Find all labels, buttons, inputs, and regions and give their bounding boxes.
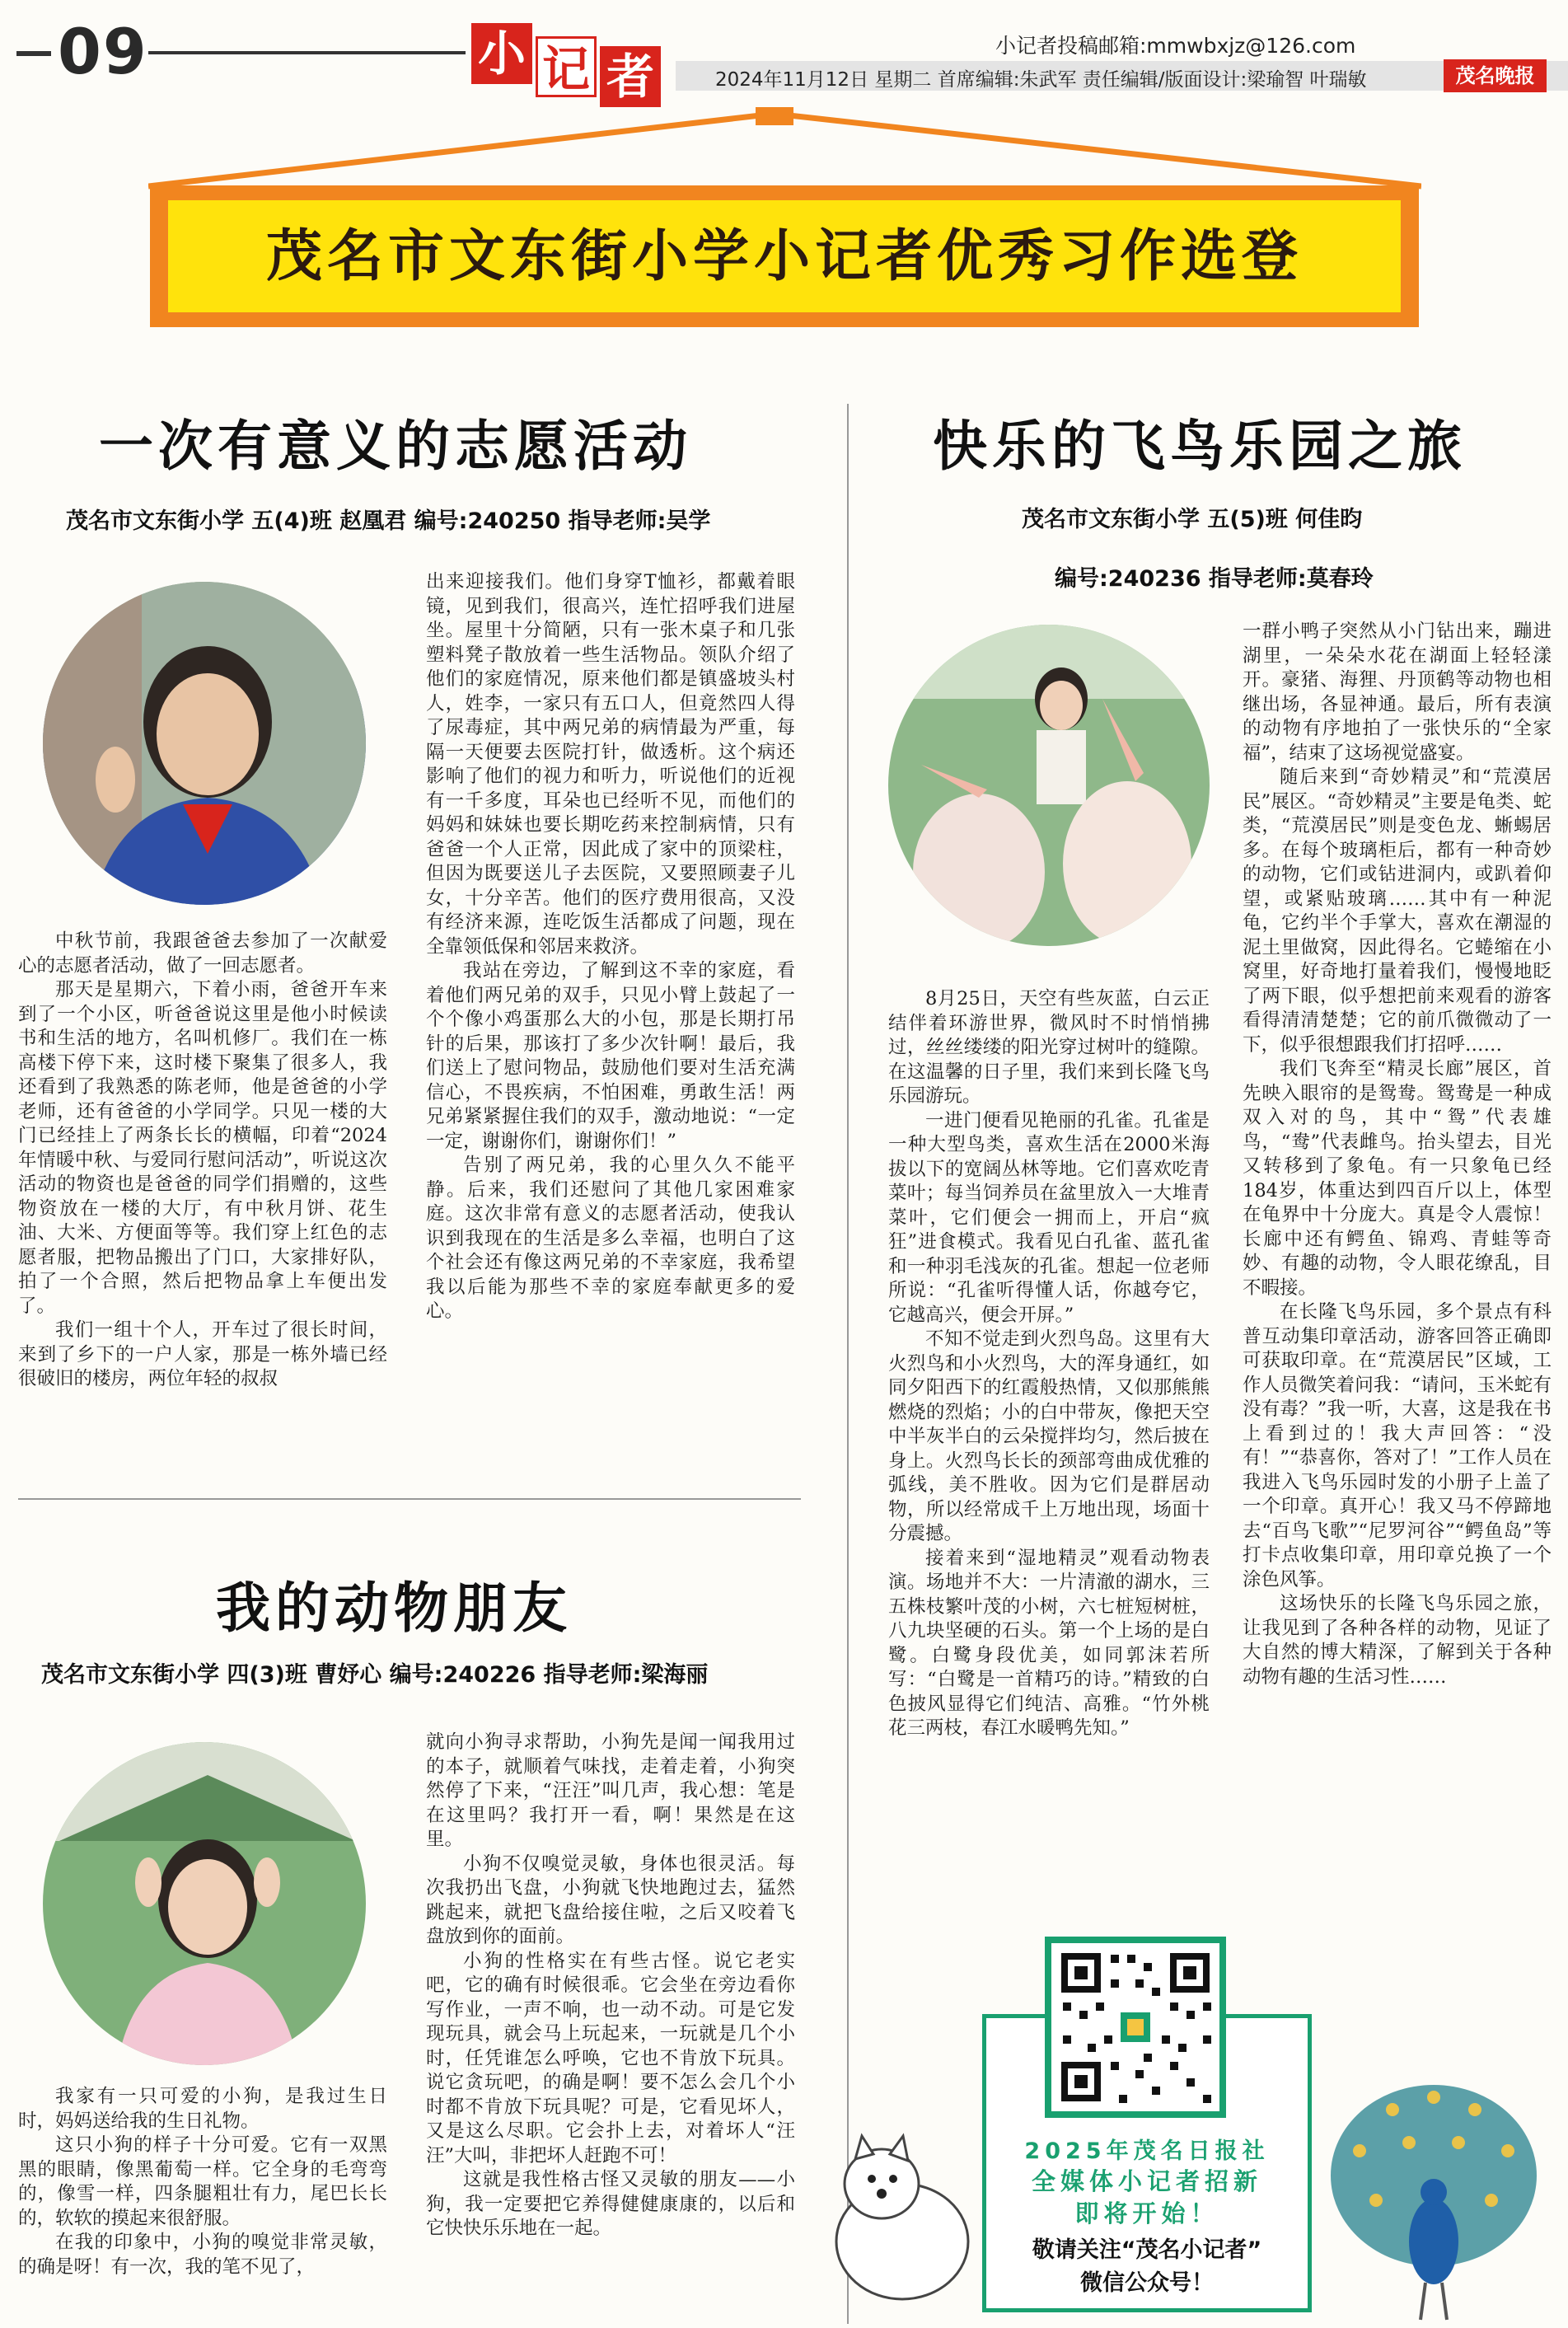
article1-byline: 茂名市文东街小学 五(4)班 赵凰君 编号:240250 指导老师:吴学	[66, 508, 711, 534]
paragraph: 接着来到“湿地精灵”观看动物表演。场地并不大：一片清澈的湖水，三五株枝繁叶茂的小树，六七桩短树桩，八九块坚硬的石头。第一个上场的是白鹭。白鹭身段优美，如同郭沫若所写：“白鹭是一首精巧的诗。”精致的白色披风显得它们纯洁、高雅。“竹外桃花三两枝，春江水暖鸭先知。”	[888, 1547, 1210, 1739]
paragraph: 这场快乐的长隆飞鸟乐园之旅，让我见到了各种各样的动物，见证了大自然的博大精深，了解到关于各种动物有趣的生活习性……	[1243, 1593, 1552, 1688]
article1-title: 一次有意义的志愿活动	[99, 415, 692, 478]
paragraph: 中秋节前，我跟爸爸去参加了一次献爱心的志愿者活动，做了一回志愿者。	[18, 930, 387, 977]
wechat-qr-code[interactable]	[1045, 1937, 1226, 2118]
paragraph: 我们飞奔至“精灵长廊”展区，首先映入眼帘的是鸳鸯。鸳鸯是一种成双入对的鸟，其中“鸳”代表雄鸟，“鸯”代表雌鸟。抬头望去，目光又转移到了象龟。有一只象龟已经184岁，体重达到四百斤以上，体型在龟界中十分庞大。真是令人震惊！长廊中还有鳄鱼、锦鸡、青蛙等奇妙、有趣的动物，令人眼花缭乱，目不暇接。	[1243, 1058, 1552, 1299]
paragraph: 随后来到“奇妙精灵”和“荒漠居民”展区。“奇妙精灵”主要是龟类、蛇类，“荒漠居民”则是变色龙、蜥蜴居多。在每个玻璃柜后，都有一种奇妙的动物，它们或钻进洞内，或趴着仰望，或紧贴玻璃……其中有一种泥龟，它约半个手掌大，喜欢在潮湿的泥土里做窝，因此得名。它蜷缩在小窝里，好奇地打量着我们，慢慢地眨了两下眼，似乎想把前来观看的游客看得清清楚楚；它的前爪微微动了一下，似乎很想跟我们打招呼……	[1243, 766, 1552, 1056]
article3-author-photo	[888, 625, 1210, 946]
promo-line-1: 2025年茂名日报社	[1024, 2138, 1270, 2164]
banner-title: 茂名市文东街小学小记者优秀习作选登	[265, 223, 1303, 289]
section-char-3: 者	[600, 46, 661, 107]
paragraph: 小狗的性格实在有些古怪。说它老实吧，它的确有时候很乖。它会坐在旁边看你写作业，一声不响，也一动不动。可是它发现玩具，就会马上玩起来，一玩就是几个小时，任凭谁怎么呼唤，它也不肯放下玩具。说它贪玩吧，的确是啊！要不怎么会几个小时都不肯放下玩具呢？可是，它看见坏人，又是这么尽职。它会扑上去，对着坏人“汪汪”大叫，非把坏人赶跑不可！	[426, 1950, 795, 2166]
paragraph: 一进门便看见艳丽的孔雀。孔雀是一种大型鸟类，喜欢生活在2000米海拔以下的宽阔丛林等地。它们喜欢吃青菜叶；每当饲养员在盆里放入一大堆青菜叶，它们便会一拥而上，开启“疯狂”进食模式。我看见白孔雀、蓝孔雀和一种羽毛浅灰的孔雀。想起一位老师所说：“孔雀听得懂人话，你越夸它，它越高兴，便会开屏。”	[888, 1109, 1210, 1326]
qr-code-icon	[1051, 1943, 1219, 2111]
article-divider	[18, 1498, 801, 1500]
column-divider	[847, 404, 849, 2324]
paragraph: 就向小狗寻求帮助，小狗先是闻一闻我用过的本子，就顺着气味找，走着走着，小狗突然停了下来，“汪汪”叫几声，我心想：笔是在这里吗？我打开一看，啊！果然是在这里。	[426, 1731, 795, 1850]
newspaper-logo: 茂名晚报	[1444, 59, 1547, 92]
article2-column-1	[18, 2085, 387, 2324]
portrait-girl-icon	[43, 1742, 366, 2065]
article2-author-photo	[43, 1742, 366, 2065]
article3-column-1	[888, 987, 1210, 1915]
paragraph: 告别了两兄弟，我的心里久久不能平静。后来，我们还慰问了其他几家困难家庭。这次非常有意义的志愿者活动，使我认识到我现在的生活是多么幸福，也明白了这个社会还有像这两兄弟的不幸家庭，我希望我以后能为那些不幸的家庭奉献更多的爱心。	[426, 1155, 795, 1322]
page-header	[0, 0, 1568, 115]
portrait-girl-icon	[43, 582, 366, 905]
paragraph: 我家有一只可爱的小狗，是我过生日时，妈妈送给我的生日礼物。	[18, 2086, 387, 2132]
page-number: 09	[58, 15, 148, 88]
article2-title: 我的动物朋友	[216, 1576, 572, 1640]
header-rule	[148, 51, 466, 54]
article1-column-2	[426, 570, 795, 1465]
submission-email[interactable]: 小记者投稿邮箱:mmwbxjz@126.com	[995, 34, 1356, 58]
article3-byline-1: 茂名市文东街小学 五(5)班 何佳昀	[1022, 507, 1363, 532]
promo-line-2: 全媒体小记者招新	[1031, 2167, 1262, 2195]
pelican-photo-icon	[888, 625, 1210, 946]
promo-line-3: 即将开始！	[1074, 2199, 1219, 2227]
promo-line-5: 微信公众号！	[1080, 2270, 1214, 2296]
article1-author-photo	[43, 582, 366, 905]
paragraph: 这就是我性格古怪又灵敏的朋友——小狗，我一定要把它养得健健康康的，以后和它快快乐乐地在一起。	[426, 2169, 795, 2239]
paragraph: 8月25日，天空有些灰蓝，白云正结伴着环游世界，微风时不时悄悄拂过，丝丝缕缕的阳光穿过树叶的缝隙。在这温馨的日子里，我们来到长隆飞鸟乐园游玩。	[888, 988, 1210, 1107]
paragraph: 我们一组十个人，开车过了很长时间，来到了乡下的一户人家，那是一栋外墙已经很破旧的楼房，两位年轻的叔叔	[18, 1319, 387, 1389]
paragraph: 小狗不仅嗅觉灵敏，身体也很灵活。每次我扔出飞盘，小狗就飞快地跑过去，猛然跳起来，就把飞盘给接住啦，之后又咬着飞盘放到你的面前。	[426, 1853, 795, 1947]
section-char-1: 小	[471, 23, 532, 84]
paragraph: 那天是星期六，下着小雨，爸爸开车来到了一个小区，听爸爸说这里是他小时候读书和生活的地方，名叫机修厂。我们在一栋高楼下停下来，这时楼下聚集了很多人，我还看到了我熟悉的陈老师，他是爸爸的小学老师，还有爸爸的小学同学。只见一楼的大门已经挂上了两条长长的横幅，印着“2024年情暖中秋、与爱同行慰问活动”，听说这次活动的物资也是爸爸的同学们捐赠的，这些物资放在一楼的大厅，有中秋月饼、花生油、大米、方便面等等。我们穿上红色的志愿者服，把物品搬出了门口，大家排好队，拍了一个合照，然后把物品拿上车便出发了。	[18, 979, 387, 1317]
dog-illustration-icon	[824, 2118, 981, 2316]
article3-byline-2: 编号:240236 指导老师:莫春玲	[1055, 566, 1374, 592]
paragraph: 出来迎接我们。他们身穿T恤衫，都戴着眼镜，见到我们，很高兴，连忙招呼我们进屋坐。屋里十分简陋，只有一张木桌子和几张塑料凳子散放着一些生活物品。领队介绍了他们的家庭情况，原来他们都是镇盛坡头村人，姓李，一家只有五口人，但竟然四人得了尿毒症，其中两兄弟的病情最为严重，每隔一天便要去医院打针，做透析。这个病还影响了他们的视力和听力，听说他们的近视有一千多度，耳朵也已经听不见，而他们的妈妈和妹妹也要长期吃药来控制病情，只有爸爸一个人正常，因此成了家中的顶梁柱，但因为既要送儿子去医院，又要照顾妻子儿女，十分辛苦。他们的医疗费用很高，又没有经济来源，连吃饭生活都成了问题，现在全靠领低保和邻居来救济。	[426, 571, 795, 958]
article3-title: 快乐的飞鸟乐园之旅	[933, 415, 1467, 478]
paragraph: 这只小狗的样子十分可爱。它有一双黑黑的眼睛，像黑葡萄一样。它全身的毛弯弯的，像雪一样，四条腿粗壮有力，尾巴长长的，软软的摸起来很舒服。	[18, 2134, 387, 2229]
promo-line-4: 敬请关注“茂名小记者”	[1032, 2237, 1262, 2263]
banner-connector	[148, 107, 1421, 190]
paragraph: 不知不觉走到火烈鸟岛。这里有大火烈鸟和小火烈鸟，大的浑身通红，如同夕阳西下的红霞般热情，又似那熊熊燃烧的烈焰；小的白中带灰，像把天空中半灰半白的云朵搅拌均匀，然后披在身上。火烈鸟长长的颈部弯曲成优雅的弧线，美不胜收。因为它们是群居动物，所以经常成千上万地出现，场面十分震撼。	[888, 1328, 1210, 1544]
article2-column-2	[426, 1731, 795, 2324]
paragraph: 在长隆飞鸟乐园，多个景点有科普互动集印章活动，游客回答正确即可获取印章。在“荒漠居民”区域，工作人员微笑着问我：“请问，玉米蛇有没有毒？”我一听，大喜，这是我在书上看到过的！我大声回答：“没有！”“恭喜你，答对了！”工作人员在我进入飞鸟乐园时发的小册子上盖了一个印章。真开心！我又马不停蹄地去“百鸟飞歌”“尼罗河谷”“鳄鱼岛”等打卡点收集印章，用印章兑换了一个涂色风筝。	[1243, 1301, 1552, 1590]
header-dash-left	[16, 51, 51, 56]
article3-column-2	[1243, 620, 1552, 1915]
peacock-illustration-icon	[1327, 2077, 1541, 2324]
article1-column-1	[18, 930, 387, 1465]
paragraph: 我站在旁边，了解到这不幸的家庭，看着他们两兄弟的双手，只见小臂上鼓起了一个个像小鸡蛋那么大的小包，那是长期打吊针的后果，那该打了多少次针啊！最后，我们送上了慰问物品，鼓励他们要对生活充满信心，不畏疾病，不怕困难，勇敢生活！两兄弟紧紧握住我们的双手，激动地说：“一定一定，谢谢你们，谢谢你们！”	[426, 960, 795, 1152]
issue-info: 2024年11月12日 星期二 首席编辑:朱武军 责任编辑/版面设计:梁瑜智 叶瑞敏	[715, 69, 1367, 91]
paragraph: 一群小鸭子突然从小门钻出来，蹦进湖里，一朵朵水花在湖面上轻轻漾开。豪猪、海狸、丹顶鹤等动物也相继出场，各显神通。最后，所有表演的动物有序地拍了一张快乐的“全家福”，结束了这场视觉盛宴。	[1243, 621, 1552, 764]
section-char-2: 记	[536, 36, 597, 97]
paragraph: 在我的印象中，小狗的嗅觉非常灵敏，的确是呀！有一次，我的笔不见了，	[18, 2232, 387, 2278]
article2-byline: 茂名市文东街小学 四(3)班 曹妤心 编号:240226 指导老师:梁海丽	[41, 1662, 709, 1688]
